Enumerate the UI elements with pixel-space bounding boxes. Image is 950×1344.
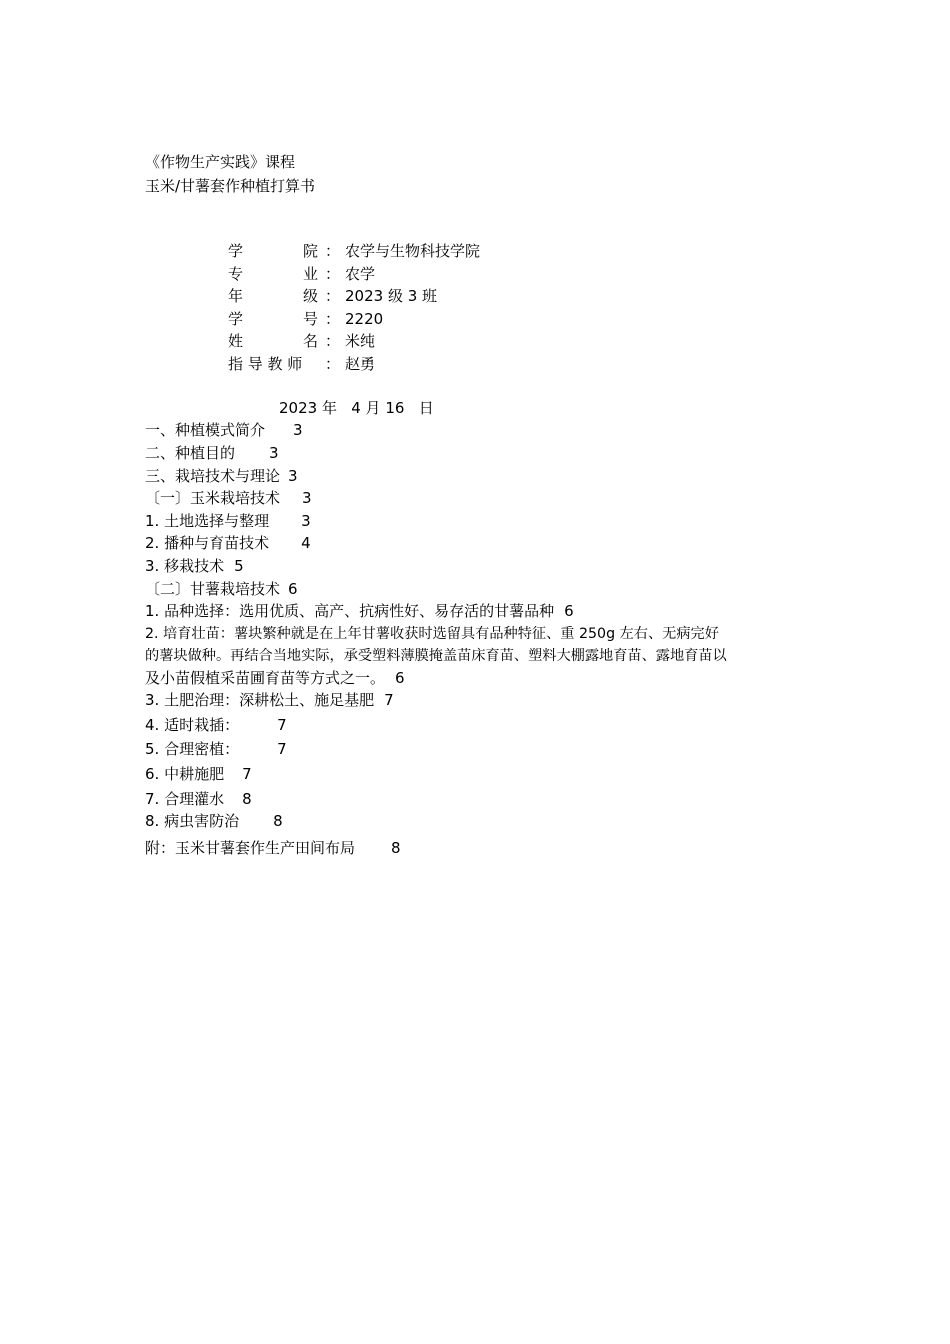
toc-item xyxy=(145,533,311,553)
info-value: 赵勇 xyxy=(345,355,376,373)
info-separator: ： xyxy=(325,332,341,350)
toc-text: 4. 适时栽插： xyxy=(145,716,240,734)
info-label: 指 导 教 师 xyxy=(228,355,303,373)
info-value: 米纯 xyxy=(345,332,376,350)
toc-page: 8 xyxy=(391,839,401,857)
toc-text: 5. 合理密植： xyxy=(145,740,240,758)
toc-text: 〔一〕玉米栽培技术 xyxy=(145,489,281,507)
toc-item xyxy=(145,668,405,688)
info-value: 2023 级 3 班 xyxy=(345,287,438,305)
toc-text-line: 2. 培育壮苗：薯块繁种就是在上年甘薯收获时选留具有品种特征、重 250g 左右、无病完好 xyxy=(145,626,719,642)
toc-text: 8. 病虫害防治 xyxy=(145,812,240,830)
toc-page: 7 xyxy=(242,765,252,783)
toc-item xyxy=(145,601,574,621)
info-value: 2220 xyxy=(345,310,384,328)
toc-text: 7. 合理灌水 xyxy=(145,790,225,808)
toc-text: 〔二〕甘薯栽培技术 xyxy=(145,580,281,598)
info-value: 农学与生物科技学院 xyxy=(345,242,481,260)
course-title: 《作物生产实践》课程 xyxy=(145,153,296,171)
info-label: 学 院 xyxy=(228,242,319,260)
toc-page: 3 xyxy=(302,489,312,507)
toc-page: 3 xyxy=(301,512,311,530)
toc-page: 4 xyxy=(301,534,311,552)
info-label: 学 号 xyxy=(228,310,319,328)
toc-item xyxy=(145,789,252,809)
toc-page: 8 xyxy=(273,812,283,830)
toc-item xyxy=(145,838,401,858)
toc-item xyxy=(145,811,283,831)
toc-item xyxy=(145,739,287,759)
toc-item xyxy=(145,690,394,710)
toc-text: 3. 移栽技术 xyxy=(145,557,225,575)
toc-page: 8 xyxy=(242,790,252,808)
toc-item xyxy=(145,715,287,735)
toc-text: 附：玉米甘薯套作生产田间布局 xyxy=(145,839,356,857)
toc-item xyxy=(145,488,312,508)
toc-text: 三、栽培技术与理论 xyxy=(145,467,281,485)
info-separator: ： xyxy=(325,310,341,328)
toc-item xyxy=(145,420,303,440)
toc-text-line: 的薯块做种。再结合当地实际，承受塑料薄膜掩盖苗床育苗、塑料大棚露地育苗、露地育苗以 xyxy=(145,648,727,664)
toc-item xyxy=(145,466,298,486)
toc-page: 3 xyxy=(288,467,298,485)
toc-page: 5 xyxy=(234,557,244,575)
toc-item xyxy=(145,556,244,576)
toc-page: 6 xyxy=(288,580,298,598)
toc-page: 6 xyxy=(564,602,574,620)
toc-text: 二、种植目的 xyxy=(145,444,236,462)
document-date: 2023 年 4 月 16 日 xyxy=(279,399,434,417)
info-separator: ： xyxy=(325,242,341,260)
toc-item xyxy=(145,764,252,784)
toc-text: 1. 土地选择与整理 xyxy=(145,512,270,530)
toc-page: 3 xyxy=(269,444,279,462)
info-value: 农学 xyxy=(345,265,376,283)
toc-page: 7 xyxy=(277,740,287,758)
toc-page: 7 xyxy=(384,691,394,709)
info-label: 姓 名 xyxy=(228,332,319,350)
toc-text: 2. 播种与育苗技术 xyxy=(145,534,270,552)
toc-item xyxy=(145,579,298,599)
document-title: 玉米/甘薯套作种植打算书 xyxy=(145,177,316,195)
toc-page: 7 xyxy=(277,716,287,734)
toc-item xyxy=(145,443,279,463)
info-separator: ： xyxy=(325,265,341,283)
info-separator: ： xyxy=(325,355,341,373)
toc-text: 3. 土肥治理：深耕松土、施足基肥 xyxy=(145,691,375,709)
toc-text-line: 及小苗假植采苗圃育苗等方式之一。 xyxy=(145,669,386,687)
toc-text: 6. 中耕施肥 xyxy=(145,765,225,783)
toc-page: 6 xyxy=(395,669,405,687)
info-label: 专 业 xyxy=(228,265,319,283)
toc-page: 3 xyxy=(293,421,303,439)
toc-item xyxy=(145,511,311,531)
info-label: 年 级 xyxy=(228,287,319,305)
toc-text: 一、种植模式简介 xyxy=(145,421,266,439)
toc-text: 1. 品种选择：选用优质、高产、抗病性好、易存活的甘薯品种 xyxy=(145,602,555,620)
info-separator: ： xyxy=(325,287,341,305)
